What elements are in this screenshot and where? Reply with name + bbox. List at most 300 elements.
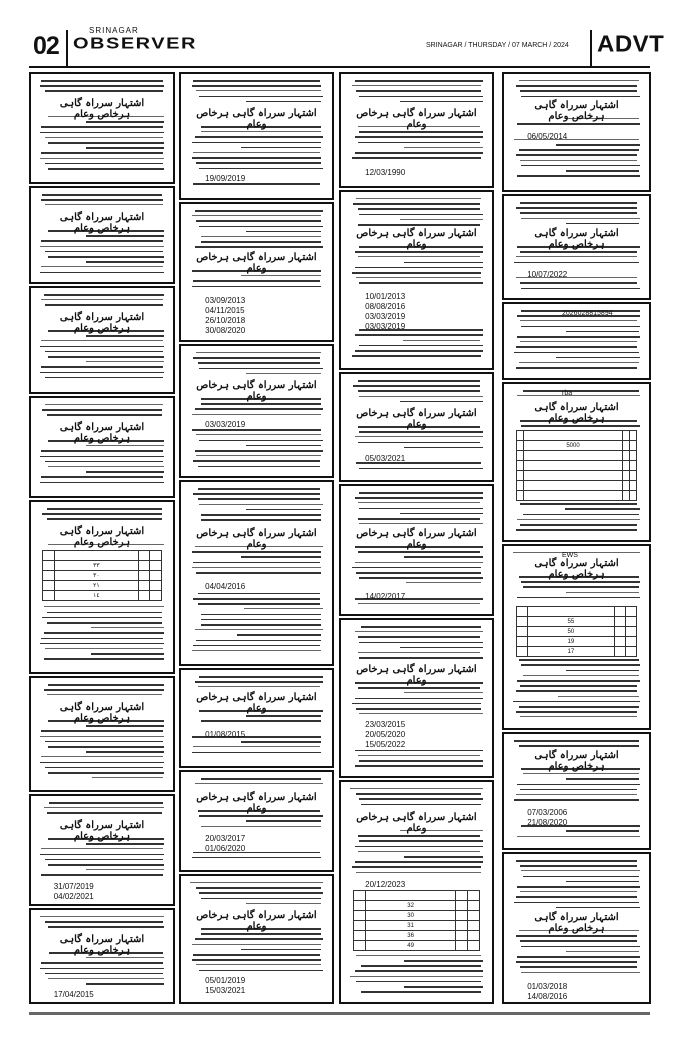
- table-cell: [630, 471, 637, 481]
- text-line: [356, 981, 481, 983]
- table-cell: [354, 901, 366, 911]
- text-line: [41, 199, 163, 201]
- text-line: [198, 498, 320, 500]
- text-line: [45, 351, 163, 353]
- text-line: [45, 461, 163, 463]
- text-line: [359, 131, 483, 133]
- text-line: [358, 551, 480, 553]
- notice-date: 03/09/2013: [205, 296, 246, 305]
- classified-notice: [502, 382, 651, 542]
- table-cell: [614, 617, 625, 627]
- text-line: [566, 592, 639, 593]
- text-line: [199, 892, 323, 894]
- text-line: [190, 882, 323, 883]
- text-line: [195, 408, 323, 410]
- text-line: [516, 860, 638, 862]
- text-line: [356, 572, 481, 574]
- classified-notice: [29, 286, 175, 394]
- text-line: [516, 367, 638, 369]
- text-line: [517, 519, 640, 520]
- text-line: [521, 664, 640, 666]
- text-line: [404, 447, 483, 449]
- text-line: [355, 251, 483, 253]
- notice-date: 08/08/2016: [365, 302, 406, 311]
- table-cell: 5000: [523, 441, 623, 451]
- text-line: [246, 509, 322, 511]
- table-row: [516, 481, 637, 491]
- classified-notice: [29, 908, 175, 1004]
- text-line: [192, 414, 322, 415]
- notice-date: 03/03/2019: [205, 420, 246, 429]
- text-line: [45, 973, 163, 975]
- text-line: [519, 706, 639, 708]
- text-line: [358, 380, 480, 382]
- table-cell: [468, 911, 480, 921]
- text-line: [198, 603, 320, 605]
- text-line: [45, 90, 163, 92]
- text-line: [565, 508, 640, 510]
- table-cell: [456, 901, 468, 911]
- text-line: [195, 938, 323, 940]
- text-line: [40, 132, 165, 134]
- classified-notice: [179, 72, 334, 200]
- table-row: [354, 931, 480, 941]
- notice-date: 23/03/2015: [365, 720, 406, 729]
- text-line: [358, 636, 480, 638]
- text-line: [361, 965, 482, 967]
- text-line: [359, 492, 483, 494]
- text-line: [42, 513, 161, 515]
- notice-date: 26/10/2018: [205, 316, 246, 325]
- table-cell: [138, 561, 149, 571]
- text-line: [519, 659, 639, 661]
- text-line: [241, 949, 321, 951]
- text-line: [86, 957, 164, 958]
- text-line: [358, 142, 480, 144]
- text-line: [201, 514, 322, 516]
- text-line: [198, 466, 320, 468]
- text-line: [355, 765, 483, 767]
- dateline: SRINAGAR / THURSDAY / 07 MARCH / 2024: [426, 42, 569, 49]
- text-line: [516, 961, 638, 963]
- masthead-divider-right: [590, 30, 592, 66]
- table-row: [43, 581, 161, 591]
- table-cell: [516, 617, 527, 627]
- notice-title: اشتہار سرراہ گاہی ہرخاص وعام: [196, 252, 317, 274]
- text-line: [359, 431, 483, 433]
- text-line: [86, 335, 164, 337]
- text-line: [520, 524, 637, 526]
- notice-date: 03/03/2019: [365, 322, 406, 331]
- table-cell: [523, 471, 623, 481]
- text-line: [517, 886, 640, 888]
- table-cell: [623, 491, 630, 501]
- text-line: [192, 650, 322, 651]
- text-line: [41, 962, 163, 964]
- text-line: [520, 716, 637, 717]
- text-line: [41, 80, 163, 82]
- notice-title: اشتہار سرراہ گاہی ہرخاص وعام: [59, 98, 145, 120]
- table-cell: [516, 471, 523, 481]
- notice-title: اشتہار سرراہ گاہی ہرخاص وعام: [534, 912, 619, 934]
- text-line: [400, 219, 483, 220]
- text-line: [358, 442, 480, 444]
- footer-rule: [29, 1012, 650, 1015]
- text-line: [355, 350, 483, 352]
- text-line: [44, 689, 165, 691]
- text-line: [45, 767, 163, 769]
- column-1: [29, 72, 175, 1004]
- notice-title: اشتہار سرراہ گاہی ہرخاص وعام: [59, 702, 145, 724]
- table-cell: [354, 911, 366, 921]
- text-line: [356, 198, 481, 199]
- notice-title: اشتہار سرراہ گاہی ہرخاص وعام: [196, 792, 317, 814]
- text-line: [359, 282, 483, 284]
- text-line: [519, 80, 639, 81]
- text-line: [237, 634, 322, 636]
- text-line: [359, 468, 483, 470]
- classified-notice: [502, 194, 651, 300]
- text-line: [201, 898, 322, 900]
- text-line: [45, 859, 163, 861]
- text-line: [566, 331, 639, 333]
- table-cell: [354, 921, 366, 931]
- notice-title: اشتہار سرراہ گاہی ہرخاص وعام: [534, 100, 619, 122]
- table-cell: 30: [365, 911, 456, 921]
- table-cell: [456, 931, 468, 941]
- text-line: [355, 631, 483, 632]
- text-line: [404, 856, 483, 858]
- text-line: [520, 282, 637, 284]
- text-line: [241, 556, 321, 558]
- text-line: [523, 773, 639, 774]
- notice-title: اشتہار سرراہ گاہی ہرخاص وعام: [534, 558, 619, 580]
- text-line: [44, 294, 165, 296]
- text-line: [404, 960, 483, 962]
- notice-date: 01/06/2020: [205, 844, 246, 853]
- text-line: [523, 514, 639, 516]
- table-cell: [630, 481, 637, 491]
- text-line: [353, 385, 480, 387]
- text-line: [516, 794, 638, 795]
- text-line: [358, 390, 480, 392]
- table-cell: [516, 481, 523, 491]
- classified-notice: [29, 72, 175, 184]
- text-line: [356, 793, 481, 795]
- text-line: [400, 101, 483, 103]
- text-line: [48, 142, 164, 144]
- text-line: [519, 745, 639, 747]
- classified-notice: [29, 794, 175, 906]
- table-cell: ٣٣: [54, 561, 138, 571]
- text-line: [199, 96, 323, 98]
- text-line: [566, 670, 639, 672]
- text-line: [516, 711, 638, 713]
- masthead: [0, 0, 680, 68]
- notice-date: 05/01/2019: [205, 976, 246, 985]
- text-line: [513, 701, 641, 703]
- column-4: [502, 72, 651, 1004]
- table-cell: [614, 647, 625, 657]
- text-line: [195, 681, 323, 683]
- text-line: [359, 713, 483, 714]
- notice-table: [516, 606, 638, 657]
- table-cell: [623, 431, 630, 441]
- text-line: [520, 202, 637, 204]
- text-line: [41, 266, 163, 267]
- notice-title: اشتہار سرراہ گاہی ہرخاص وعام: [59, 212, 145, 234]
- notice-title: اشتہار سرراہ گاہی ہرخاص وعام: [196, 528, 317, 550]
- text-line: [40, 346, 165, 348]
- table-cell: [626, 637, 637, 647]
- text-line: [517, 597, 640, 599]
- table-cell: ٣٠: [54, 571, 138, 581]
- table-cell: 32: [365, 901, 456, 911]
- notice-date: 20/03/2017: [205, 834, 246, 843]
- table-cell: [516, 637, 527, 647]
- text-line: [355, 562, 483, 563]
- classified-notice: [502, 72, 651, 192]
- notice-date: 01/08/2015: [205, 730, 246, 739]
- table-row: [516, 491, 637, 501]
- text-line: [192, 142, 322, 144]
- text-line: [355, 970, 483, 972]
- text-line: [358, 687, 480, 689]
- table-row: [516, 627, 637, 637]
- text-line: [519, 149, 639, 151]
- text-line: [196, 455, 321, 456]
- text-line: [41, 874, 163, 876]
- table-cell: [626, 647, 637, 657]
- table-cell: [614, 627, 625, 637]
- text-line: [359, 523, 483, 524]
- table-row: [516, 461, 637, 471]
- notice-title: اشتہار سرراہ گاہی ہرخاص وعام: [59, 312, 145, 334]
- notice-code: EWS: [562, 552, 578, 559]
- text-line: [404, 147, 483, 148]
- table-cell: [614, 637, 625, 647]
- table-cell: [43, 561, 54, 571]
- table-cell: [630, 441, 637, 451]
- text-line: [359, 840, 483, 842]
- text-line: [361, 626, 482, 628]
- table-cell: [456, 891, 468, 901]
- notice-date: 06/05/2014: [527, 132, 568, 141]
- text-line: [355, 334, 483, 336]
- text-line: [514, 799, 639, 801]
- table-cell: [138, 551, 149, 561]
- notice-title: اشتہار سرراہ گاہی ہرخاص وعام: [356, 812, 477, 834]
- text-line: [42, 409, 161, 411]
- table-cell: [43, 581, 54, 591]
- text-line: [521, 288, 640, 290]
- text-line: [520, 940, 637, 942]
- text-line: [86, 445, 164, 446]
- table-cell: 49: [365, 941, 456, 951]
- table-cell: [516, 451, 523, 461]
- text-line: [48, 746, 164, 748]
- text-line: [516, 896, 638, 898]
- text-line: [358, 502, 480, 503]
- text-line: [566, 223, 639, 225]
- text-line: [86, 147, 164, 149]
- table-cell: [516, 647, 527, 657]
- classified-notice: [179, 874, 334, 1004]
- text-line: [193, 80, 320, 82]
- notice-code: rba: [562, 390, 573, 397]
- table-cell: [523, 431, 623, 441]
- text-line: [556, 357, 640, 359]
- text-line: [196, 162, 321, 164]
- table-cell: [43, 551, 54, 561]
- text-line: [42, 617, 161, 619]
- text-line: [193, 152, 320, 153]
- classified-notice: [339, 372, 494, 482]
- text-line: [40, 246, 165, 247]
- table-cell: [468, 931, 480, 941]
- text-line: [45, 304, 163, 306]
- table-cell: [468, 921, 480, 931]
- notice-title: اشتہار سرراہ گاہی ہرخاص وعام: [534, 228, 619, 250]
- text-line: [40, 762, 165, 764]
- text-line: [42, 194, 161, 196]
- notice-title: اشتہار سرراہ گاہی ہرخاص وعام: [534, 402, 619, 424]
- text-line: [193, 357, 320, 359]
- table-row: [354, 921, 480, 931]
- text-line: [359, 657, 483, 659]
- text-line: [355, 698, 483, 700]
- text-line: [47, 508, 162, 510]
- text-line: [47, 414, 162, 416]
- text-line: [192, 857, 322, 859]
- classified-notice: [339, 190, 494, 370]
- text-line: [45, 204, 163, 205]
- text-line: [41, 730, 163, 732]
- classified-notice: [29, 186, 175, 284]
- text-line: [356, 277, 481, 278]
- text-line: [514, 740, 639, 742]
- brand-city: SRINAGAR: [89, 26, 139, 35]
- text-line: [519, 362, 639, 363]
- text-line: [404, 692, 483, 693]
- classified-notice: [179, 770, 334, 872]
- text-line: [86, 983, 164, 985]
- text-line: [520, 90, 637, 92]
- text-line: [361, 991, 482, 993]
- text-line: [241, 147, 321, 149]
- text-line: [356, 872, 481, 873]
- classified-notice: [502, 732, 651, 850]
- notice-date: 20/05/2020: [365, 730, 406, 739]
- text-line: [520, 212, 637, 214]
- text-line: [195, 629, 323, 630]
- table-cell: [516, 607, 527, 617]
- table-cell: [630, 451, 637, 461]
- text-line: [403, 340, 480, 341]
- text-line: [40, 854, 165, 856]
- text-line: [400, 401, 483, 403]
- text-line: [86, 843, 164, 845]
- table-cell: [626, 617, 637, 627]
- text-line: [356, 90, 481, 92]
- text-line: [196, 90, 321, 91]
- classified-notice: [339, 780, 494, 1004]
- text-line: [41, 340, 163, 341]
- text-line: [355, 750, 483, 752]
- notice-date: 14/08/2016: [527, 992, 568, 1001]
- text-line: [353, 203, 480, 205]
- notice-title: اشتہار سرراہ گاہی ہرخاص وعام: [534, 750, 619, 772]
- text-line: [199, 970, 323, 972]
- table-row: [354, 941, 480, 951]
- table-cell: [456, 911, 468, 921]
- masthead-rule: [29, 66, 650, 68]
- column-2: [179, 72, 334, 1004]
- table-cell: [138, 591, 149, 601]
- brand-logo: OBSERVER: [73, 35, 197, 53]
- notice-date: 20/12/2023: [365, 880, 406, 889]
- table-cell: 36: [365, 931, 456, 941]
- notice-date: 30/08/2020: [205, 326, 246, 335]
- text-line: [201, 614, 322, 616]
- table-cell: [150, 561, 161, 571]
- text-line: [48, 466, 164, 467]
- notice-date: 19/09/2019: [205, 174, 246, 183]
- text-line: [566, 951, 639, 952]
- text-line: [520, 789, 637, 791]
- text-line: [45, 404, 163, 405]
- text-line: [404, 556, 483, 558]
- table-cell: [354, 941, 366, 951]
- text-line: [40, 916, 165, 917]
- text-line: [192, 286, 322, 288]
- text-line: [355, 861, 483, 863]
- text-line: [361, 804, 482, 806]
- text-line: [196, 887, 321, 889]
- classified-notice: [339, 72, 494, 188]
- text-line: [520, 966, 637, 968]
- table-cell: [354, 891, 366, 901]
- text-line: [241, 275, 321, 276]
- text-line: [520, 503, 637, 505]
- table-cell: [523, 491, 623, 501]
- text-line: [244, 608, 323, 609]
- text-line: [358, 835, 480, 837]
- notice-title: اشتہار سرراہ گاہی ہرخاص وعام: [196, 910, 317, 932]
- classified-notice: [179, 480, 334, 666]
- table-row: [354, 891, 480, 901]
- text-line: [193, 562, 320, 564]
- text-line: [516, 207, 638, 209]
- text-line: [520, 320, 637, 321]
- classified-notice: [29, 396, 175, 498]
- text-line: [404, 262, 483, 264]
- text-line: [355, 152, 483, 154]
- table-cell: 31: [365, 921, 456, 931]
- page-number: 02: [33, 32, 59, 60]
- text-line: [246, 101, 322, 103]
- text-line: [556, 144, 640, 146]
- text-line: [193, 746, 320, 747]
- text-line: [48, 864, 164, 866]
- text-line: [359, 577, 483, 579]
- table-row: [354, 911, 480, 921]
- text-line: [517, 956, 640, 958]
- notice-table: [42, 550, 161, 601]
- text-line: [523, 586, 639, 588]
- text-line: [41, 152, 163, 154]
- text-line: [198, 686, 320, 687]
